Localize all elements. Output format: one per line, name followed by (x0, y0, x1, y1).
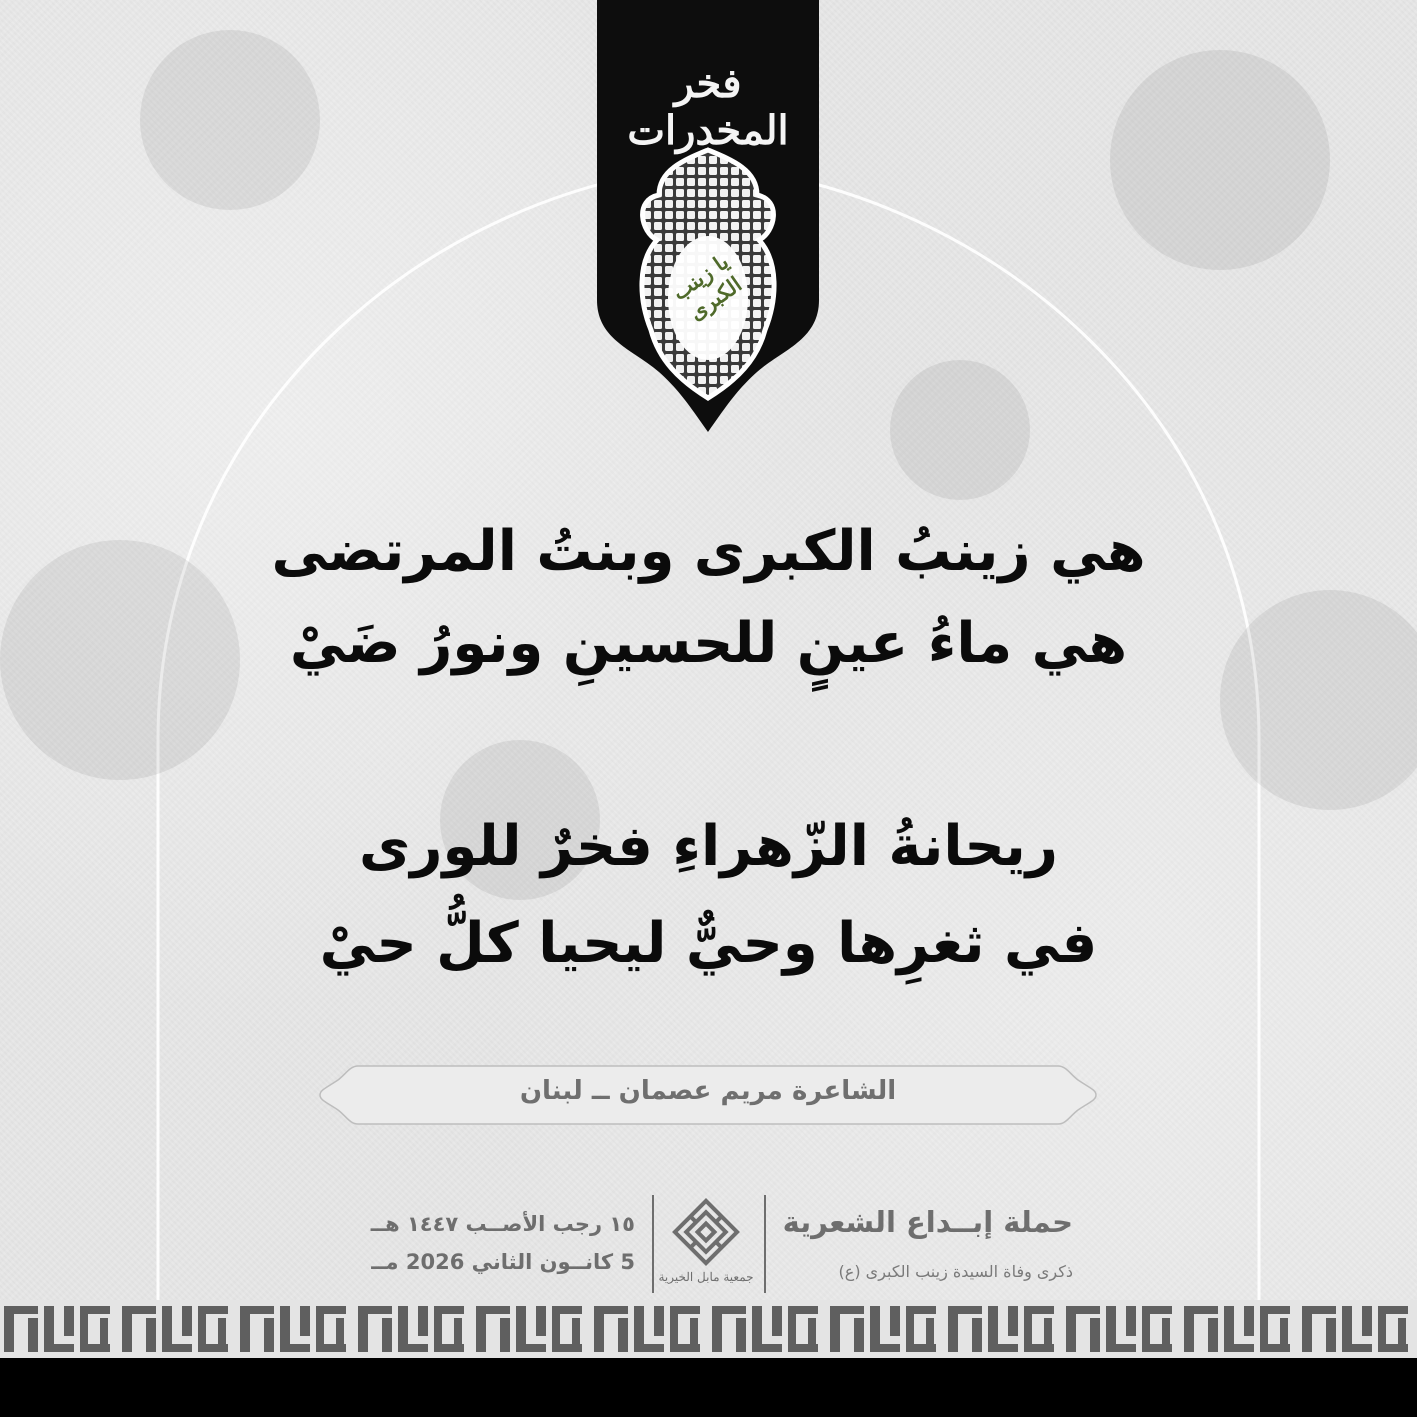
poem-line-4: في ثغرِها وحيٌّ ليحيا كلُّ حيْ (319, 911, 1098, 976)
kufic-square-logo-icon (670, 1196, 742, 1268)
campaign-subtitle: ذكرى وفاة السيدة زينب الكبرى (ع) (838, 1262, 1073, 1281)
hijri-date: ١٥ رجب الأصــب ١٤٤٧ هــ (370, 1212, 635, 1236)
medallion-calligraphy: يا زينب الكبرى (667, 248, 747, 326)
campaign-title: حملة إبــداع الشعرية (782, 1205, 1073, 1239)
poem-line-3: ريحانةُ الزّهراءِ فخرٌ للورى (358, 814, 1059, 879)
gregorian-date: 5 كانــون الثاني 2026 مــ (371, 1250, 635, 1274)
poem-line-1: هي زينبُ الكبرى وبنتُ المرتضى (271, 519, 1146, 584)
bottom-bar (0, 1358, 1417, 1417)
poet-name: الشاعرة مريم عصمان ــ لبنان (519, 1076, 897, 1106)
kufic-border-pattern (0, 1300, 1417, 1358)
poem-line-2: هي ماءُ عينٍ للحسينِ ونورُ ضَيْ (289, 611, 1128, 676)
campaign-logo-text: فخر المخدرات (627, 60, 789, 154)
footer-divider-right (764, 1195, 766, 1293)
association-name: جمعية مابل الخيرية (658, 1270, 754, 1284)
